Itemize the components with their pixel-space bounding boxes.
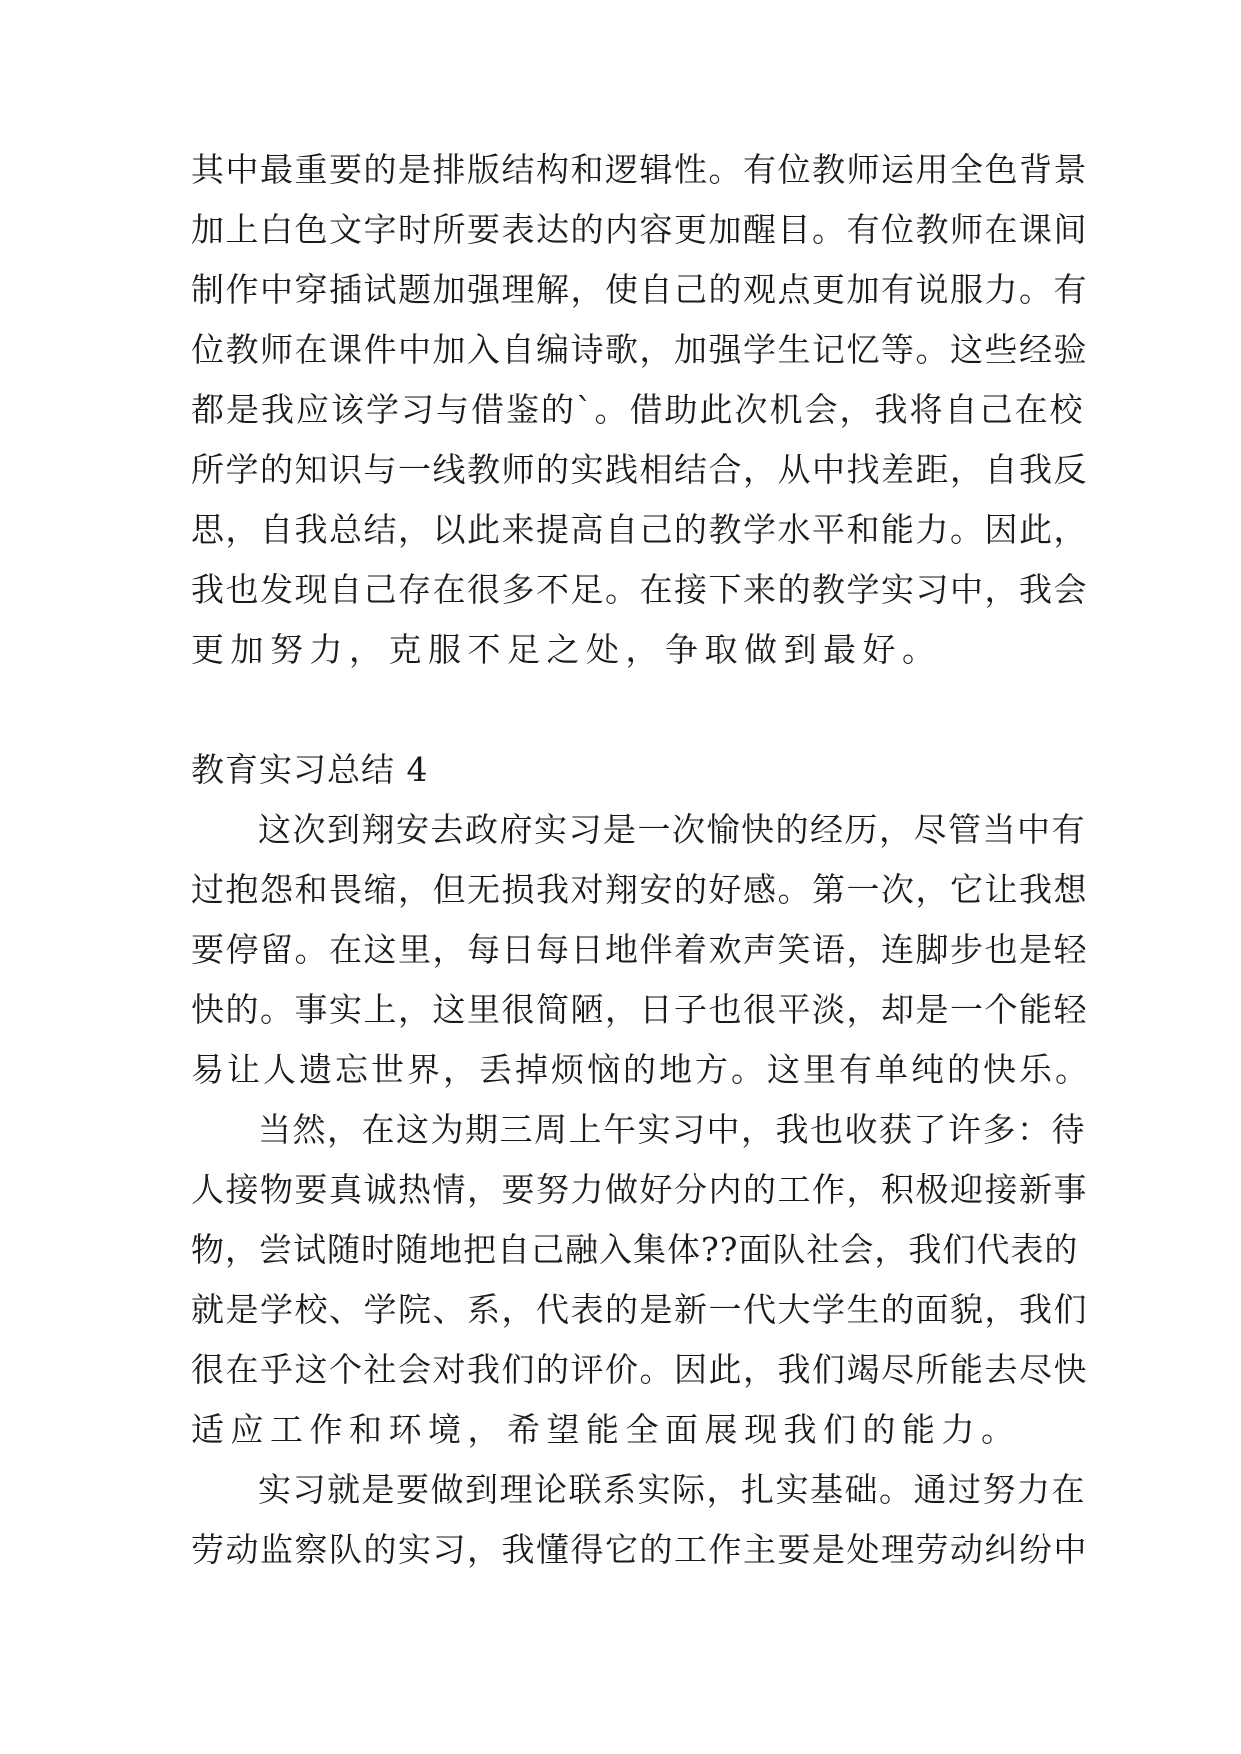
text-line: 加上白色文字时所要表达的内容更加醒目。有位教师在课间 (191, 210, 1088, 249)
text-line: 我也发现自己存在很多不足。在接下来的教学实习中，我会 (191, 570, 1088, 609)
text-line: 更加努力，克服不足之处，争取做到最好。 (191, 630, 942, 669)
paragraph-first-line: 这次到翔安去政府实习是一次愉快的经历，尽管当中有 (258, 810, 1086, 849)
paragraph-first-line: 实习就是要做到理论联系实际，扎实基础。通过努力在 (258, 1470, 1086, 1509)
text-line: 人接物要真诚热情，要努力做好分内的工作，积极迎接新事 (191, 1170, 1088, 1209)
text-line: 物，尝试随时随地把自己融入集体??面队社会，我们代表的 (191, 1230, 1079, 1269)
paragraph-first-line: 当然，在这为期三周上午实习中，我也收获了许多：待 (258, 1110, 1086, 1149)
text-line: 其中最重要的是排版结构和逻辑性。有位教师运用全色背景 (191, 150, 1088, 189)
text-line: 要停留。在这里，每日每日地伴着欢声笑语，连脚步也是轻 (191, 930, 1088, 969)
text-line: 制作中穿插试题加强理解，使自己的观点更加有说服力。有 (191, 270, 1088, 309)
text-line: 思，自我总结，以此来提高自己的教学水平和能力。因此， (191, 510, 1088, 549)
section-heading: 教育实习总结 4 (191, 750, 429, 789)
text-line: 位教师在课件中加入自编诗歌，加强学生记忆等。这些经验 (191, 330, 1088, 369)
text-line: 易让人遗忘世界，丢掉烦恼的地方。这里有单纯的快乐。 (191, 1050, 1091, 1089)
text-line: 就是学校、学院、系，代表的是新一代大学生的面貌，我们 (191, 1290, 1088, 1329)
text-line: 很在乎这个社会对我们的评价。因此，我们竭尽所能去尽快 (191, 1350, 1088, 1389)
text-line: 都是我应该学习与借鉴的`。借助此次机会，我将自己在校 (191, 390, 1085, 429)
text-line: 适应工作和环境，希望能全面展现我们的能力。 (191, 1410, 1021, 1449)
text-line: 所学的知识与一线教师的实践相结合，从中找差距，自我反 (191, 450, 1088, 489)
text-line: 劳动监察队的实习，我懂得它的工作主要是处理劳动纠纷中 (191, 1530, 1088, 1569)
text-line: 快的。事实上，这里很简陋，日子也很平淡，却是一个能轻 (191, 990, 1088, 1029)
text-line: 过抱怨和畏缩，但无损我对翔安的好感。第一次，它让我想 (191, 870, 1088, 909)
